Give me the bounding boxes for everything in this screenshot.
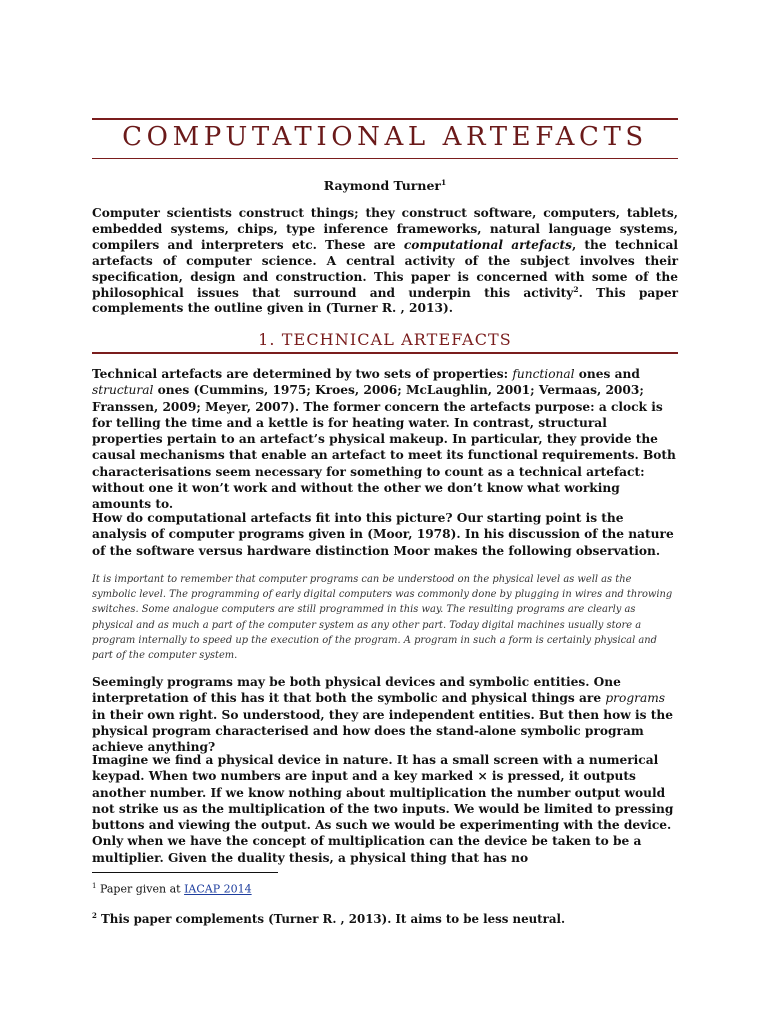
footnote-1-text: Paper given at xyxy=(96,882,185,896)
p3-emphasis: programs xyxy=(605,691,666,706)
p3-text-b: in their own right. So understood, they are independent entities. But then how is the physical program characterised and how does the stand-alone symbolic program achieve anything? xyxy=(92,707,674,755)
p1-emphasis-functional: functional xyxy=(512,367,575,381)
body-paragraph-1 xyxy=(92,366,678,513)
p1-emphasis-structural: structural xyxy=(92,383,154,398)
p1-text-b: ones and xyxy=(574,367,640,381)
iacap-link[interactable]: IACAP 2014 xyxy=(184,882,252,896)
body-paragraph-4: Imagine we find a physical device in nature. It has a small screen with a numerical keypad. When two numbers are input and a key marked × is pressed, it outputs another number. If we know nothing about multiplication the number output would not strike us as the multiplication of the two inputs. We would be limited to pressing buttons and viewing the output. As such we would be experimenting with the device. Only when we have the concept of multiplication can the device be taken to be a multiplier. Given the duality thesis, a physical thing that has no xyxy=(92,753,674,865)
body-paragraph-3 xyxy=(92,674,678,755)
author-footnote-ref[interactable]: 1 xyxy=(441,178,447,187)
author-name: Raymond Turner xyxy=(323,178,442,194)
title-bottom-rule xyxy=(92,158,678,159)
footnote-2-text: This paper complements (Turner R. , 2013). It aims to be less neutral. xyxy=(96,911,566,926)
block-quote: It is important to remember that computer programs can be understood on the physical level as well as the symbolic level. The programming of early digital computers was commonly done by plugging in wires and throwing switches. Some analogue computers are still programmed in this way. The resulting programs are clearly as physical and as much a part of the computer system as any other part. Today digital machines usually store a program internally to speed up the execution of the program. A program in such a form is certainly physical and part of the computer system. xyxy=(92,574,673,662)
p3-text-a: Seemingly programs may be both physical devices and symbolic entities. One interpretation of this has it that both the symbolic and physical things are xyxy=(92,675,621,706)
abstract-paragraph xyxy=(92,206,678,317)
paper-title: COMPUTATIONAL ARTEFACTS xyxy=(122,122,648,152)
abstract-footnote-ref[interactable]: 2 xyxy=(573,284,579,294)
abstract-emphasis: computational artefacts xyxy=(403,237,572,252)
section-rule xyxy=(92,352,678,354)
footnote-separator xyxy=(92,872,278,873)
footnote-2-number: 2 xyxy=(92,911,97,920)
p1-text-c: ones (Cummins, 1975; Kroes, 2006; McLaughlin, 2001; Vermaas, 2003; Franssen, 2009; Meyer, 2007). The former concern the artefacts purpose: a clock is for telling the time and a kettle is for heating water. In contrast, structural properties pertain to an artefact’s physical makeup. In particular, they provide the causal mechanisms that enable an artefact to meet its functional requirements. Both characterisations seem necessary for something to count as a technical artefact: without one it won’t work and without the other we don’t know what working amounts to. xyxy=(92,383,676,512)
p1-text-a: Technical artefacts are determined by two sets of properties: xyxy=(92,367,513,381)
abstract-text-1: Computer scientists construct things; they construct software, computers, tablets, embedded systems, chips, type inference frameworks, natural language systems, compilers and interpreters etc. These are xyxy=(92,206,678,252)
abstract-text-2: , the technical artefacts of computer science. A central activity of the subject involves their specification, design and construction. This paper is concerned with some of the philosophical issues that surround and underpin this activity xyxy=(92,237,678,300)
author-line xyxy=(92,178,678,193)
footnote-2 xyxy=(92,908,678,927)
footnote-1 xyxy=(92,879,678,897)
abstract-text-3: . This paper complements the outline given in (Turner R. , 2013). xyxy=(92,285,678,316)
footnote-1-number: 1 xyxy=(92,882,97,890)
body-paragraph-2: How do computational artefacts fit into this picture? Our starting point is the analysis of computer programs given in (Moor, 1978). In his discussion of the nature of the software versus hardware distinction Moor makes the following observation. xyxy=(92,511,674,558)
section-heading: 1. TECHNICAL ARTEFACTS xyxy=(258,330,512,349)
